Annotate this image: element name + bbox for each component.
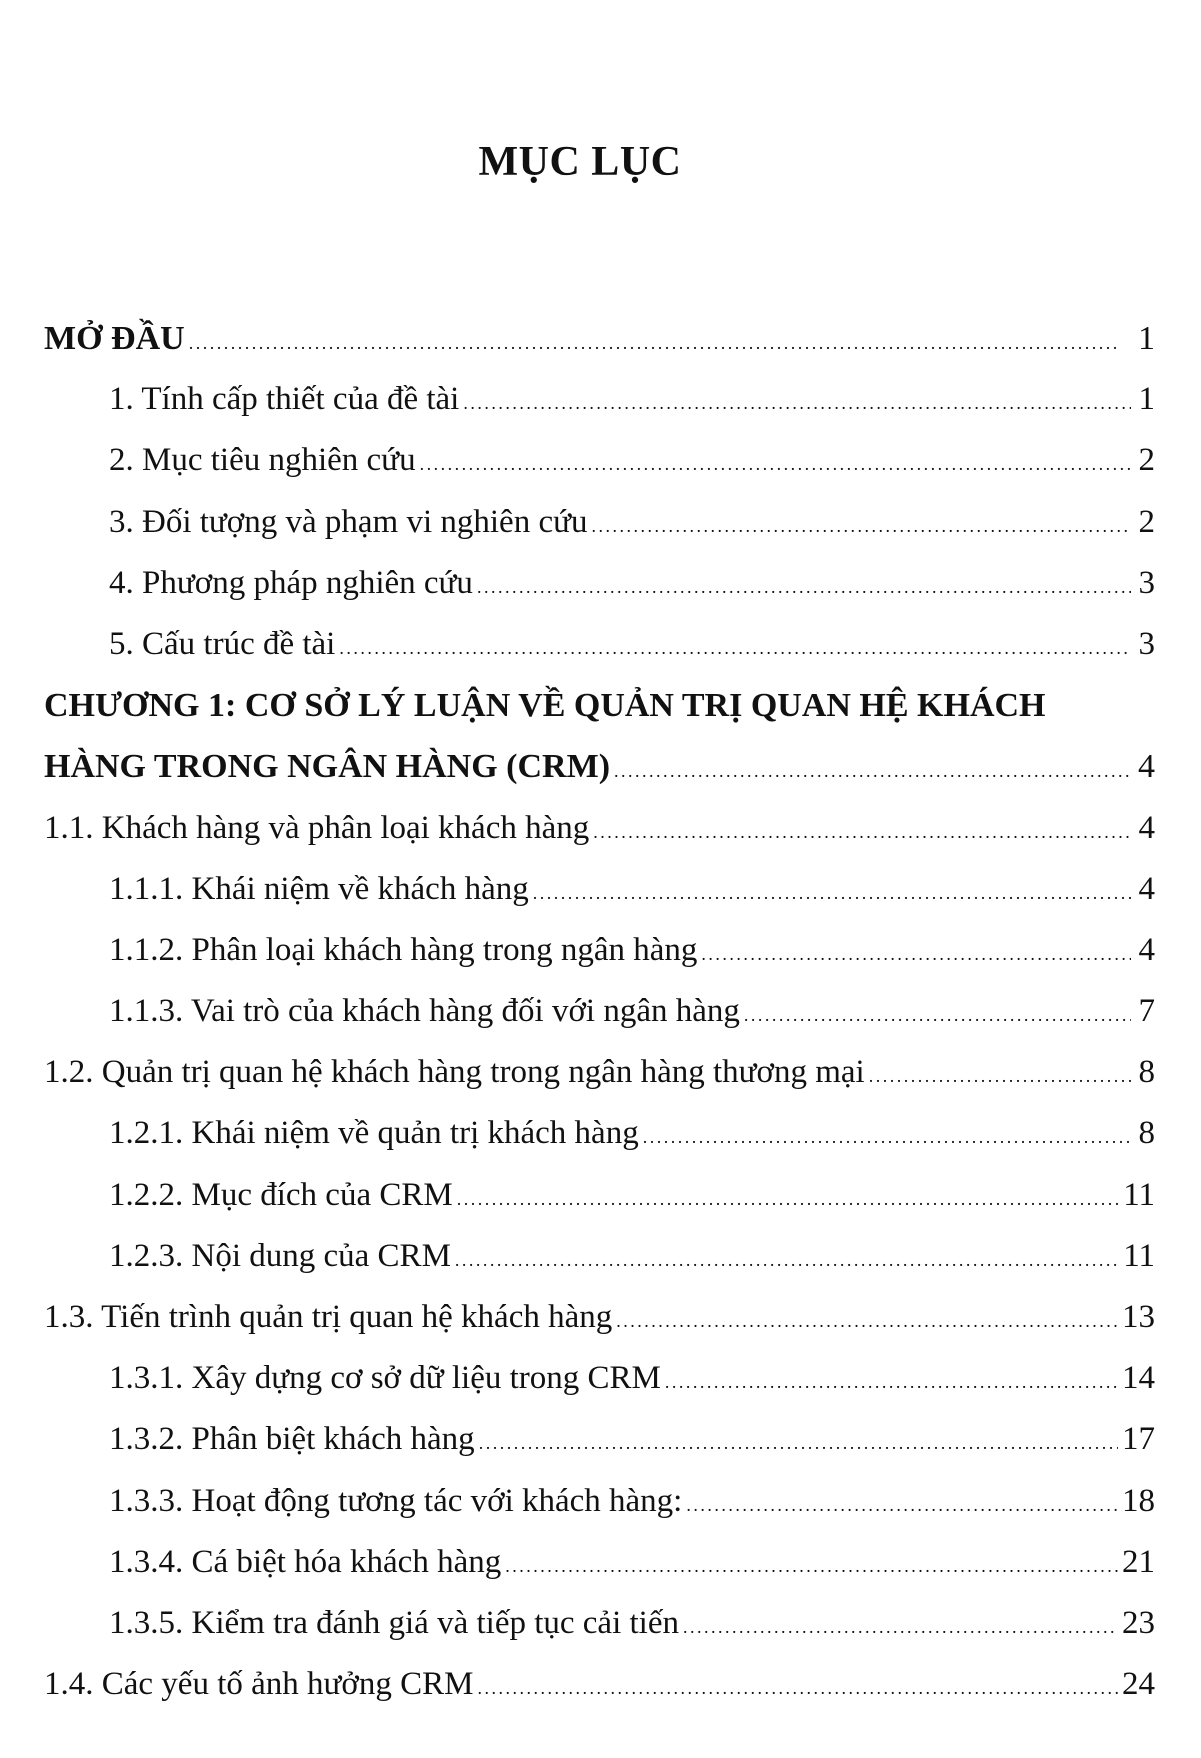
toc-entry xyxy=(44,1238,1155,1299)
dot-leader xyxy=(686,1483,1118,1520)
dot-leader xyxy=(455,1238,1119,1275)
toc-entry xyxy=(44,1666,1155,1727)
toc-entry-page-number: 18 xyxy=(1122,1482,1155,1519)
toc-entry xyxy=(44,810,1155,871)
toc-entry-page-number: 24 xyxy=(1122,1666,1155,1703)
toc-entry-page-number: 21 xyxy=(1122,1543,1155,1580)
toc-entry-page-number: 3 xyxy=(1138,564,1155,601)
toc-entry-page-number: 2 xyxy=(1138,503,1155,540)
toc-entry-label: 1. Tính cấp thiết của đề tài xyxy=(109,381,460,418)
toc-entry xyxy=(44,687,1155,748)
dot-leader xyxy=(479,1421,1118,1458)
toc-entry xyxy=(44,565,1155,626)
toc-entry-page-number: 23 xyxy=(1122,1604,1155,1641)
toc-entry xyxy=(44,1483,1155,1544)
toc-entry-label: 1.3.4. Cá biệt hóa khách hàng xyxy=(109,1543,502,1580)
toc-entry-page-number: 8 xyxy=(1138,1054,1155,1091)
toc-entry xyxy=(44,1299,1155,1360)
toc-entry-page-number: 11 xyxy=(1123,1176,1155,1213)
dot-leader xyxy=(505,1544,1118,1581)
toc-entry xyxy=(44,748,1155,809)
dot-leader xyxy=(701,932,1131,969)
toc-entry-page-number: 17 xyxy=(1122,1421,1155,1458)
toc-entry-label: 1.3.5. Kiểm tra đánh giá và tiếp tục cải tiến xyxy=(109,1604,679,1641)
toc-entry xyxy=(44,1115,1155,1176)
page-title: MỤC LỤC xyxy=(478,139,682,185)
toc-entry xyxy=(44,626,1155,687)
dot-leader xyxy=(643,1115,1131,1152)
dot-leader xyxy=(591,504,1131,541)
dot-leader xyxy=(463,381,1131,418)
toc-entry xyxy=(44,1360,1155,1421)
dot-leader xyxy=(683,1605,1118,1642)
toc-entry xyxy=(44,1605,1155,1666)
toc-entry-page-number: 1 xyxy=(1138,320,1155,357)
toc-entry xyxy=(44,442,1155,503)
toc-entry-page-number: 11 xyxy=(1123,1237,1155,1274)
toc-entry-label: 3. Đối tượng và phạm vi nghiên cứu xyxy=(109,503,588,540)
toc-entry-label: 1.2. Quản trị quan hệ khách hàng trong ngân hàng thương mại xyxy=(44,1054,865,1091)
toc-entry xyxy=(44,320,1155,381)
toc-entry-label: 1.2.3. Nội dung của CRM xyxy=(109,1237,451,1274)
toc-entry-label: 1.4. Các yếu tố ảnh hưởng CRM xyxy=(44,1666,474,1703)
dot-leader xyxy=(665,1360,1118,1397)
toc-entry-label: 1.1.1. Khái niệm về khách hàng xyxy=(109,870,529,907)
toc-entry-page-number: 4 xyxy=(1138,931,1155,968)
toc-entry-label: 1.3.1. Xây dựng cơ sở dữ liệu trong CRM xyxy=(109,1360,661,1397)
dot-leader xyxy=(339,626,1131,663)
toc-entry-label: 1.1.2. Phân loại khách hàng trong ngân hàng xyxy=(109,931,698,968)
toc-entry xyxy=(44,1054,1155,1115)
dot-leader xyxy=(744,993,1131,1030)
toc-entry-label: 1.3.2. Phân biệt khách hàng xyxy=(109,1421,475,1458)
toc-entry-label: 1.2.1. Khái niệm về quản trị khách hàng xyxy=(109,1115,639,1152)
toc-entry-label: 1.3.3. Hoạt động tương tác với khách hàng: xyxy=(109,1482,683,1519)
toc-entry-page-number: 4 xyxy=(1138,870,1155,907)
toc-entry xyxy=(44,993,1155,1054)
dot-leader xyxy=(477,565,1131,602)
toc-entry xyxy=(44,1177,1155,1238)
dot-leader xyxy=(477,1666,1118,1703)
dot-leader xyxy=(593,810,1131,847)
toc-entry-page-number: 2 xyxy=(1138,442,1155,479)
toc-entry xyxy=(44,932,1155,993)
toc-entry xyxy=(44,1544,1155,1605)
dot-leader xyxy=(869,1054,1131,1091)
toc-entry-page-number: 14 xyxy=(1122,1360,1155,1397)
dot-leader xyxy=(189,320,1131,358)
toc-entry-label: 1.2.2. Mục đích của CRM xyxy=(109,1176,453,1213)
toc-entry-label: 1.1. Khách hàng và phân loại khách hàng xyxy=(44,809,590,846)
toc-entry xyxy=(44,504,1155,565)
toc-entry-page-number: 8 xyxy=(1138,1115,1155,1152)
toc-entry-page-number: 4 xyxy=(1138,748,1155,786)
toc-entry-label: 1.1.3. Vai trò của khách hàng đối với ngân hàng xyxy=(109,993,740,1030)
toc-entry-label: 4. Phương pháp nghiên cứu xyxy=(109,564,473,601)
table-of-contents xyxy=(44,320,1155,1727)
dot-leader xyxy=(616,1299,1118,1336)
toc-entry-page-number: 3 xyxy=(1138,625,1155,662)
toc-entry-label: 5. Cấu trúc đề tài xyxy=(109,625,336,662)
toc-entry-label: 1.3. Tiến trình quản trị quan hệ khách hàng xyxy=(44,1299,613,1335)
toc-entry-page-number: 13 xyxy=(1122,1299,1155,1335)
dot-leader xyxy=(420,442,1131,479)
toc-entry xyxy=(44,871,1155,932)
toc-entry-page-number: 1 xyxy=(1138,381,1155,418)
dot-leader xyxy=(533,871,1131,908)
toc-entry-page-number: 4 xyxy=(1138,809,1155,846)
toc-entry-label: CHƯƠNG 1: CƠ SỞ LÝ LUẬN VỀ QUẢN TRỊ QUAN HỆ KHÁCH xyxy=(44,687,1046,725)
toc-entry-page-number: 7 xyxy=(1138,993,1155,1030)
dot-leader xyxy=(614,748,1131,786)
toc-entry xyxy=(44,381,1155,442)
dot-leader xyxy=(457,1177,1120,1214)
toc-entry xyxy=(44,1421,1155,1482)
toc-entry-label: 2. Mục tiêu nghiên cứu xyxy=(109,442,416,479)
toc-entry-label: MỞ ĐẦU xyxy=(44,320,185,357)
toc-entry-label: HÀNG TRONG NGÂN HÀNG (CRM) xyxy=(44,748,611,786)
